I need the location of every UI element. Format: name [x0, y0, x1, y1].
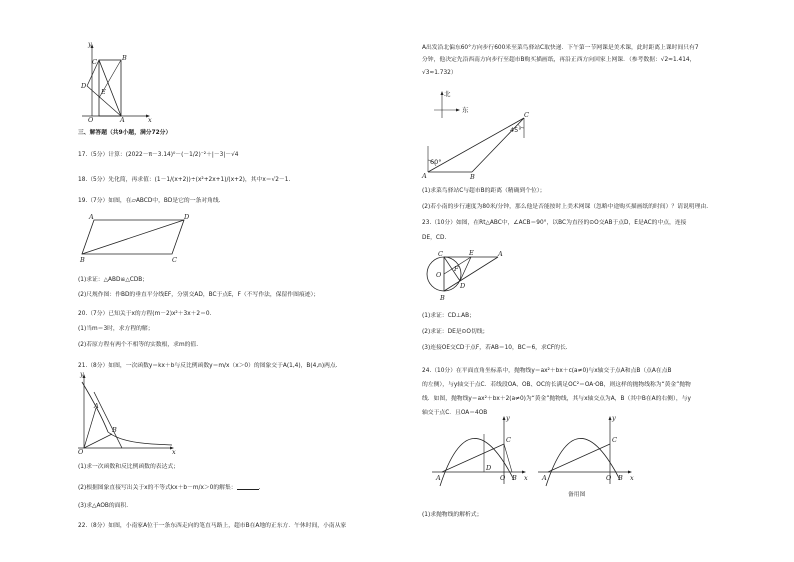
- question-22-line3: 分钟，他决定先沿西南方向步行至超市B购买描画纸，再沿正西方向回家上网课．（参考数据：√2≈1.414，: [422, 57, 696, 63]
- svg-text:x: x: [148, 116, 152, 124]
- svg-text:y: y: [506, 414, 510, 422]
- svg-text:y: y: [88, 40, 92, 48]
- question-21-part2-row: (2)根据图象直接写出关于x的不等式kx＋b－m/x＞0的解集： .: [78, 485, 261, 491]
- svg-text:B: B: [470, 173, 475, 181]
- figure-parabola-backup: [534, 414, 638, 490]
- svg-text:A: A: [94, 402, 99, 410]
- question-23-line1: 23.（10分）如图，在Rt△ABC中，∠ACB＝90°，以BC为直径的⊙O交AB于点D，E是AC的中点，连接: [422, 220, 687, 226]
- question-22-line2: A出发沿北偏东60°方向步行600米至菜鸟驿站C取快递．下午第一节网课是美术课，此时距离上课时间只有7: [422, 45, 699, 51]
- east-label: 东: [462, 106, 469, 114]
- svg-text:B: B: [618, 474, 623, 482]
- svg-text:C: C: [438, 250, 443, 258]
- question-23-part1: (1)求证：CD⊥AB；: [422, 313, 475, 319]
- answer-blank[interactable]: [237, 484, 259, 490]
- angle-45-label: 45°: [510, 126, 522, 134]
- question-22-line4: √3≈1.732）: [422, 70, 457, 76]
- svg-text:B: B: [512, 474, 517, 482]
- angle-60-label: 60°: [430, 158, 442, 166]
- svg-text:B: B: [80, 256, 85, 264]
- svg-text:x: x: [524, 474, 528, 482]
- question-17: 17.（5分）计算：(2022－π－3.14)⁰－(－1/2)⁻²＋|－3|－√4: [78, 152, 239, 158]
- svg-text:D: D: [81, 82, 87, 90]
- question-24-line4: 轴交于点C．且OA＝4OB: [422, 410, 488, 416]
- section-title: 三、解答题（共9小题，满分72分）: [78, 130, 172, 136]
- svg-text:B: B: [122, 54, 127, 62]
- question-24-part1: (1)求抛物线的解析式；: [422, 512, 483, 518]
- svg-text:C: C: [524, 111, 529, 119]
- question-24-line2: 的左侧），与y轴交于点C．若线段OA、OB、OC的长满足OC²＝OA·OB，则这样的抛物线称为“黄金”抛物: [422, 382, 691, 388]
- svg-text:E: E: [101, 88, 106, 96]
- svg-text:y: y: [612, 414, 616, 422]
- question-23-line2: DE，CD.: [422, 235, 447, 241]
- question-22-part1: (1)求菜鸟驿站C与超市B的距离（精确到个位）；: [422, 188, 546, 194]
- question-19-part2: (2)尺规作图：作BD的垂直平分线EF，分别交AD，BC于点E，F（不写作法，保留作图痕迹）；: [78, 292, 320, 298]
- question-21-intro: 21.（8分）如图，一次函数y＝kx＋b与反比例函数y＝m/x（x＞0）的图象交于A(1,4)，B(4,n)两点.: [78, 363, 338, 369]
- svg-text:A: A: [436, 474, 441, 482]
- svg-text:C: C: [506, 436, 511, 444]
- svg-text:A: A: [120, 116, 125, 124]
- svg-text:O: O: [88, 116, 94, 124]
- figure-function-graph: [72, 372, 182, 454]
- figure-circle-triangle: [420, 244, 510, 308]
- svg-text:D: D: [184, 213, 190, 221]
- question-19-intro: 19.（7分）如图，在▱ABCD中，BD是它的一条对角线.: [78, 198, 221, 204]
- question-19-part1: (1)求证：△ABD≌△CDB；: [78, 277, 149, 283]
- question-24-line3: 线．如图，抛物线y＝ax²＋bx＋2(a≠0)为“黄金”抛物线，其与x轴交点为A，B（其中B在A的右侧），与y: [422, 396, 691, 402]
- figure-route-map: [420, 88, 540, 180]
- svg-text:A: A: [89, 213, 94, 221]
- svg-text:x: x: [630, 474, 634, 482]
- svg-text:E: E: [469, 249, 474, 257]
- svg-text:O: O: [500, 474, 506, 482]
- figure-parabola: [428, 414, 532, 490]
- backup-figure-label: 备用图: [568, 492, 586, 498]
- svg-text:A: A: [422, 172, 427, 180]
- svg-text:O: O: [78, 448, 84, 456]
- question-21-part2: (2)根据图象直接写出关于x的不等式kx＋b－m/x＞0的解集：: [78, 485, 237, 491]
- question-18: 18.（5分）先化简，再求值：(1－1/(x+2))÷(x²+2x+1)/(x+2)，其中x＝√2－1.: [78, 177, 291, 183]
- svg-text:A: A: [498, 250, 503, 258]
- question-22-line1: 22.（8分）如图，小南家A位于一条东西走向的笔直马路上，超市B在A地的正东方．午休时间，小南从家: [78, 523, 347, 529]
- svg-text:C: C: [92, 58, 97, 66]
- svg-text:x: x: [172, 448, 176, 456]
- svg-text:D: D: [460, 282, 466, 290]
- svg-text:A: A: [542, 474, 547, 482]
- question-23-part2: (2)求证：DE是⊙O切线；: [422, 329, 489, 335]
- question-22-part2: (2)若小南的步行速度为80米/分钟，那么他是否能按时上美术网课（忽略中途购买描画纸的时间）？请说明理由.: [422, 204, 709, 210]
- question-20-part1: (1)当m＝3时，求方程的解；: [78, 326, 154, 332]
- question-20-intro: 20.（7分）已知关于x的方程(m－2)x²＋3x＋2＝0.: [78, 311, 212, 317]
- question-23-part3: (3)连接OE交CD于点F，若AB＝10，BC＝6，求CF的长.: [422, 345, 568, 351]
- svg-text:C: C: [172, 256, 177, 264]
- svg-text:C: C: [612, 436, 617, 444]
- question-20-part2: (2)若原方程有两个不相等的实数根，求m的值.: [78, 342, 199, 348]
- svg-text:y: y: [80, 370, 84, 378]
- svg-text:O: O: [606, 474, 612, 482]
- svg-text:O: O: [436, 271, 442, 279]
- question-24-line1: 24.（10分）在平面直角坐标系中，抛物线y＝ax²＋bx＋c(a≠0)与x轴交于点A和点B（点A在点B: [422, 368, 672, 374]
- svg-text:F: F: [454, 265, 459, 273]
- north-label: 北: [444, 90, 451, 98]
- figure-rectangle-diagonal: [68, 40, 158, 122]
- svg-text:D: D: [486, 464, 492, 472]
- svg-text:B: B: [112, 426, 117, 434]
- svg-text:B: B: [440, 294, 445, 302]
- question-21-part1: (1)求一次函数和反比例函数的表达式；: [78, 464, 179, 470]
- figure-parallelogram: [80, 212, 190, 262]
- question-21-part3: (3)求△AOB的面积.: [78, 503, 129, 509]
